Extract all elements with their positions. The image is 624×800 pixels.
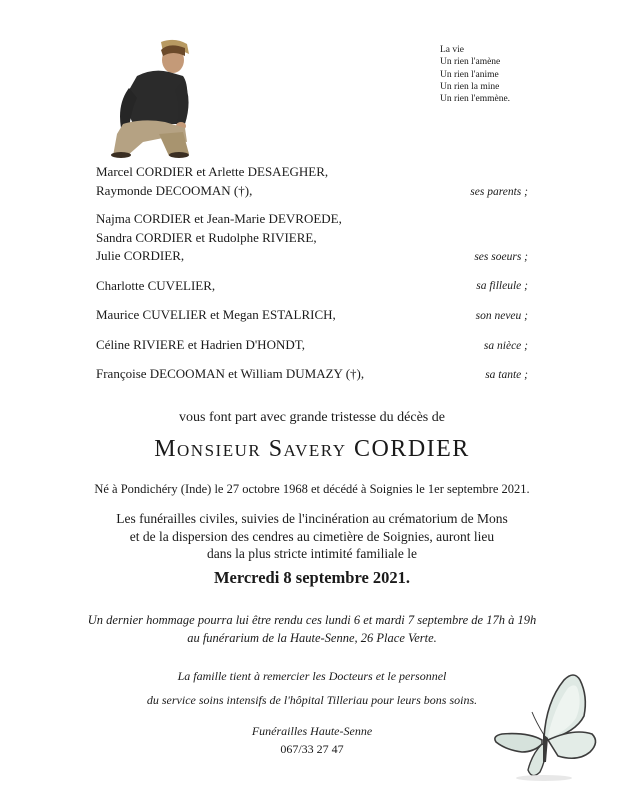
poem-line: Un rien l'amène [440,57,501,68]
birth-death-line: Né à Pondichéry (Inde) le 27 octobre 1968 et décédé à Soignies le 1er septembre 2021. [94,482,530,496]
family-group-sisters [96,210,342,266]
funeral-home-phone: 067/33 27 47 [280,742,344,756]
family-name-line: Marcel CORDIER et Arlette DESAEGHER, [96,164,329,179]
poem-line: La vie [440,45,465,55]
deceased-title-name: Monsieur Savery [154,436,347,462]
family-group-niece [96,336,305,355]
ceremony-date: Mercredi 8 septembre 2021. [213,568,411,587]
family-name-line: Maurice CUVELIER et Megan ESTALRICH, [96,307,336,322]
hommage-details [0,611,624,647]
funeral-line: Les funérailles civiles, suivies de l'incinération au crématorium de Mons [116,511,508,526]
poem-line: Un rien l'anime [440,69,499,80]
deceased-name [0,436,624,463]
family-name-line: Céline RIVIERE et Hadrien D'HONDT, [96,337,305,352]
family-group-parents [96,163,328,200]
family-group-nephew [96,306,336,325]
funeral-line: et de la dispersion des cendres au cimetière de Soignies, auront lieu [129,528,495,544]
family-name-line: Françoise DECOOMAN et William DUMAZY (†), [96,366,365,381]
hommage-line: au funérarium de la Haute-Senne, 26 Place Verte. [187,631,437,645]
family-relation: sa nièce ; [483,340,528,352]
portrait-photo [103,38,191,158]
family-name-line: Julie CORDIER, [96,248,185,263]
family-relation: sa tante ; [485,369,528,381]
hommage-line: Un dernier hommage pourra lui être rendu ces lundi 6 et mardi 7 septembre de 17h à 19h [87,613,537,627]
poem-line: Un rien l'emmène. [440,94,511,105]
funeral-home-name: Funérailles Haute-Senne [251,724,373,738]
announcement-intro: vous font part avec grande tristesse du décès de [179,410,445,425]
family-name-line: Najma CORDIER et Jean-Marie DEVROEDE, [96,211,342,226]
family-relation: son neveu ; [475,310,528,322]
funeral-line: dans la plus stricte intimité familiale le [207,546,417,561]
family-group-aunt [96,365,364,384]
poem-line: Un rien la mine [440,81,500,92]
thanks-line: La famille tient à remercier les Docteurs et le personnel [177,669,447,683]
family-group-goddaughter [96,277,215,296]
poem [440,44,510,105]
thanks-line: du service soins intensifs de l'hôpital Tilleriau pour leurs bons soins. [146,693,478,707]
family-relation: ses soeurs ; [474,251,528,263]
butterfly-icon [488,672,600,784]
family-relation: ses parents ; [470,186,528,198]
funeral-details [0,510,624,563]
family-name-line: Raymonde DECOOMAN (†), [96,182,253,198]
deceased-surname: CORDIER [353,436,470,462]
family-name-line: Charlotte CUVELIER, [96,278,216,293]
family-name-line: Sandra CORDIER et Rudolphe RIVIERE, [96,229,317,245]
family-relation: sa filleule ; [476,280,528,292]
